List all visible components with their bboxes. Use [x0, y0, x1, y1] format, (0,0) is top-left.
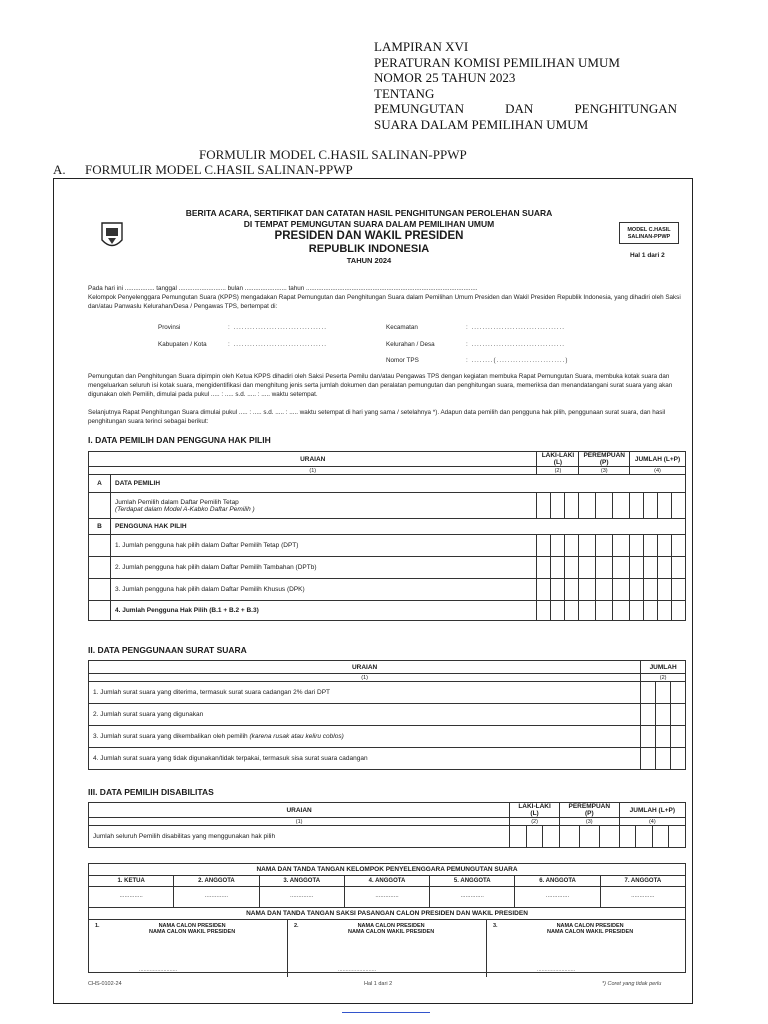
candidate-caption: NAMA CALON WAKIL PRESIDEN: [547, 929, 634, 935]
ballot-usage-table: [88, 660, 686, 770]
col-number: (3): [579, 467, 630, 475]
row-label: 3. Jumlah surat suara yang dikembalikan oleh pemilih: [93, 733, 248, 740]
input-cell[interactable]: [630, 579, 644, 601]
input-cell[interactable]: [619, 826, 636, 848]
input-cell[interactable]: [537, 601, 551, 621]
input-cell[interactable]: [658, 535, 672, 557]
header-line: NOMOR 25 TAHUN 2023: [374, 70, 516, 85]
input-cell[interactable]: [565, 535, 579, 557]
input-cell[interactable]: [543, 826, 560, 848]
document-title: [154, 208, 584, 266]
candidate-caption: NAMA CALON PRESIDEN: [556, 923, 624, 929]
signature-line[interactable]: .........................: [537, 967, 576, 973]
input-cell[interactable]: [672, 493, 686, 519]
row-label: 2. Jumlah surat suara yang digunakan: [89, 704, 641, 726]
row-label: 3. Jumlah pengguna hak pilih dalam Daftar Pemilih Khusus (DPK): [111, 579, 537, 601]
form-title: FORMULIR MODEL C.HASIL SALINAN-PPWP: [199, 147, 467, 162]
appendix-header: [374, 39, 677, 132]
title-line: PRESIDEN DAN WAKIL PRESIDEN: [274, 230, 464, 242]
input-cell[interactable]: [579, 535, 596, 557]
col-number: (3): [559, 818, 619, 826]
input-cell[interactable]: [537, 557, 551, 579]
candidate-2: [288, 920, 487, 977]
input-cell[interactable]: [559, 826, 579, 848]
model-line: SALINAN-PPWP: [627, 234, 671, 240]
intro-line: Pada hari ini ................. tanggal ........................... bulan ........................ tahun ..................................................................................................: [88, 285, 478, 292]
row-title: DATA PEMILIH: [111, 475, 686, 493]
provinsi-label: Provinsi: [158, 324, 181, 331]
row-title: PENGGUNA HAK PILIH: [111, 519, 686, 535]
col-perempuan: PEREMPUAN (P): [579, 452, 630, 467]
col-uraian: URAIAN: [89, 452, 537, 467]
title-line: REPUBLIK INDONESIA: [308, 243, 430, 255]
input-cell[interactable]: [630, 535, 644, 557]
signature-line[interactable]: .........................: [338, 967, 377, 973]
model-badge: [619, 222, 679, 244]
candidate-number: 1.: [95, 923, 100, 929]
input-cell[interactable]: [596, 601, 613, 621]
input-cell[interactable]: [630, 601, 644, 621]
input-cell[interactable]: [630, 493, 644, 519]
input-cell[interactable]: [671, 726, 686, 748]
kelurahan-field[interactable]: : ..................................: [466, 341, 565, 348]
header-line: TENTANG: [374, 85, 435, 101]
col-number: (1): [89, 467, 537, 475]
candidate-caption: NAMA CALON WAKIL PRESIDEN: [149, 929, 236, 935]
input-cell[interactable]: [565, 579, 579, 601]
role-label: 5. ANGGOTA: [430, 876, 515, 886]
input-cell[interactable]: [551, 557, 565, 579]
kabupaten-label: Kabupaten / Kota: [158, 341, 207, 348]
input-cell[interactable]: [656, 748, 671, 770]
input-cell[interactable]: [652, 826, 669, 848]
input-cell[interactable]: [672, 579, 686, 601]
col-uraian: URAIAN: [89, 661, 641, 674]
kecamatan-field[interactable]: : ..................................: [466, 324, 565, 331]
input-cell[interactable]: [644, 557, 658, 579]
section-2-title: II. DATA PENGGUNAAN SURAT SUARA: [88, 645, 247, 655]
input-cell[interactable]: [579, 579, 596, 601]
input-cell[interactable]: [579, 557, 596, 579]
candidate-caption: NAMA CALON PRESIDEN: [158, 923, 226, 929]
input-cell[interactable]: [613, 579, 630, 601]
tps-label: Nomor TPS: [386, 357, 419, 364]
candidate-number: 3.: [493, 923, 498, 929]
col-jumlah: JUMLAH (L+P): [619, 803, 685, 818]
row-label: 2. Jumlah pengguna hak pilih dalam Daftar Pemilih Tambahan (DPTb): [111, 557, 537, 579]
candidate-witness-area: [89, 920, 685, 977]
disability-table: [88, 802, 686, 848]
signature-line[interactable]: ..............: [174, 887, 259, 907]
section-title: FORMULIR MODEL C.HASIL SALINAN-PPWP: [85, 162, 353, 177]
input-cell[interactable]: [671, 748, 686, 770]
saksi-signature-title: NAMA DAN TANDA TANGAN SAKSI PASANGAN CALON PRESIDEN DAN WAKIL PRESIDEN: [89, 907, 685, 920]
role-label: 6. ANGGOTA: [515, 876, 600, 886]
input-cell[interactable]: [669, 826, 686, 848]
col-uraian: URAIAN: [89, 803, 510, 818]
section-3-title: III. DATA PEMILIH DISABILITAS: [88, 787, 214, 797]
role-label: 4. ANGGOTA: [345, 876, 430, 886]
signature-line[interactable]: ..............: [260, 887, 345, 907]
input-cell[interactable]: [537, 579, 551, 601]
role-label: 7. ANGGOTA: [624, 878, 662, 884]
row-label: Jumlah seluruh Pemilih disabilitas yang menggunakan hak pilih: [89, 826, 510, 848]
input-cell[interactable]: [510, 826, 527, 848]
page-indicator: Hal 1 dari 2: [630, 252, 665, 259]
input-cell[interactable]: [551, 493, 565, 519]
input-cell[interactable]: [551, 579, 565, 601]
input-cell[interactable]: [672, 601, 686, 621]
col-laki: LAKI-LAKI (L): [537, 452, 579, 467]
input-cell[interactable]: [596, 579, 613, 601]
input-cell[interactable]: [636, 826, 653, 848]
procedure-paragraph: Pemungutan dan Penghitungan Suara dipimpin oleh Ketua KPPS dihadiri oleh Saksi Peserta Pemilu dan/atau Pengawas TPS dengan kegiatan membuka Rapat Pemungutan Suara, membuka kotak suara dan mengeluarkan seluruh isi kotak suara, mengidentifikasi dan menghitung jenis serta jumlah dokumen dan peralatan pemungutan dan penghitungan suara, memeriksa dan menandatangani surat suara yang akan digunakan oleh Pemilih, dimulai pada pukul ..... : ..... s.d. ..... : ..... waktu setempat.: [88, 373, 673, 398]
voter-data-table: [88, 451, 686, 621]
row-note: (karena rusak atau keliru coblos): [249, 733, 344, 740]
row-letter: B: [89, 519, 111, 535]
input-cell[interactable]: [613, 535, 630, 557]
input-cell[interactable]: [613, 557, 630, 579]
input-cell[interactable]: [656, 682, 671, 704]
kelurahan-label: Kelurahan / Desa: [386, 341, 435, 348]
role-label: 1. KETUA: [89, 876, 174, 886]
input-cell[interactable]: [565, 493, 579, 519]
footer-note: *) Coret yang tidak perlu: [602, 981, 662, 987]
input-cell[interactable]: [526, 826, 543, 848]
continuation-paragraph: Selanjutnya Rapat Penghitungan Suara dimulai pukul ..... : ..... s.d. ..... : ..... waktu setempat di hari yang sama / setelahnya *). Adapun data pemilih dan pengguna hak pilih, penggunaan surat suara, dan hasil penghitungan suara terinci sebagai berikut:: [88, 409, 666, 425]
header-line: PERATURAN KOMISI PEMILIHAN UMUM: [374, 54, 620, 70]
input-cell[interactable]: [579, 493, 596, 519]
input-cell[interactable]: [641, 726, 656, 748]
header-line: LAMPIRAN XVI: [374, 39, 469, 54]
col-number: (1): [89, 818, 510, 826]
row-label: 1. Jumlah surat suara yang diterima, termasuk surat suara cadangan 2% dari DPT: [89, 682, 641, 704]
input-cell[interactable]: [565, 601, 579, 621]
header-line: SUARA DALAM PEMILIHAN UMUM: [374, 116, 589, 132]
candidate-1: [89, 920, 288, 977]
input-cell[interactable]: [551, 601, 565, 621]
col-number: (2): [537, 467, 579, 475]
input-cell[interactable]: [656, 726, 671, 748]
input-cell[interactable]: [641, 682, 656, 704]
signature-block: [88, 863, 686, 973]
candidate-number: 2.: [294, 923, 299, 929]
kpps-signature-lines: [89, 887, 685, 907]
row-label: 1. Jumlah pengguna hak pilih dalam Daftar Pemilih Tetap (DPT): [111, 535, 537, 557]
input-cell[interactable]: [596, 535, 613, 557]
model-line: MODEL C.HASIL: [627, 227, 671, 233]
input-cell[interactable]: [658, 601, 672, 621]
kecamatan-label: Kecamatan: [386, 324, 418, 331]
input-cell[interactable]: [671, 682, 686, 704]
provinsi-field[interactable]: : ..................................: [228, 324, 327, 331]
footer-page: Hal 1 dari 2: [364, 981, 393, 987]
candidate-3: [487, 920, 685, 977]
input-cell[interactable]: [565, 557, 579, 579]
section-a-heading: [53, 162, 353, 178]
title-line: DI TEMPAT PEMUNGUTAN SUARA DALAM PEMILIHAN UMUM: [243, 219, 495, 229]
col-number: (4): [619, 818, 685, 826]
role-label: 2. ANGGOTA: [174, 876, 259, 886]
col-number: (2): [641, 674, 686, 682]
input-cell[interactable]: [644, 601, 658, 621]
row-note: (Terdapat dalam Model A-Kabko Daftar Pemilih ): [115, 505, 255, 513]
input-cell[interactable]: [599, 826, 619, 848]
input-cell[interactable]: [596, 493, 613, 519]
input-cell[interactable]: [630, 557, 644, 579]
col-number: (4): [630, 467, 686, 475]
input-cell[interactable]: [672, 535, 686, 557]
page-link-underline[interactable]: [342, 1012, 430, 1013]
signature-line[interactable]: ..............: [631, 893, 655, 899]
candidate-caption: NAMA CALON PRESIDEN: [357, 923, 425, 929]
signature-line[interactable]: ..............: [345, 887, 430, 907]
input-cell[interactable]: [537, 493, 551, 519]
input-cell[interactable]: [658, 579, 672, 601]
col-jumlah: JUMLAH: [641, 661, 686, 674]
signature-line[interactable]: ..............: [89, 887, 174, 907]
input-cell[interactable]: [579, 826, 599, 848]
kpps-roles: [89, 875, 685, 887]
input-cell[interactable]: [644, 535, 658, 557]
input-cell[interactable]: [641, 748, 656, 770]
signature-line[interactable]: ..............: [430, 887, 515, 907]
input-cell[interactable]: [671, 704, 686, 726]
header-line: PEMUNGUTAN DAN PENGHITUNGAN: [374, 101, 677, 116]
col-laki: LAKI-LAKI (L): [510, 803, 560, 818]
input-cell[interactable]: [613, 493, 630, 519]
section-letter: A.: [53, 162, 66, 177]
input-cell[interactable]: [641, 704, 656, 726]
kpps-signature-title: NAMA DAN TANDA TANGAN KELOMPOK PENYELENGGARA PEMUNGUTAN SUARA: [256, 866, 518, 873]
kpu-logo-icon: [99, 220, 125, 252]
input-cell[interactable]: [537, 535, 551, 557]
col-jumlah: JUMLAH (L+P): [630, 452, 686, 467]
input-cell[interactable]: [579, 601, 596, 621]
row-label: Jumlah Pemilih dalam Daftar Pemilih Tetap: [115, 498, 239, 506]
input-cell[interactable]: [613, 601, 630, 621]
row-letter: A: [89, 475, 111, 493]
signature-line[interactable]: ..............: [515, 887, 600, 907]
candidate-caption: NAMA CALON WAKIL PRESIDEN: [348, 929, 435, 935]
col-number: (1): [89, 674, 641, 682]
section-1-title: I. DATA PEMILIH DAN PENGGUNA HAK PILIH: [88, 435, 271, 445]
row-label: 4. Jumlah Pengguna Hak Pilih (B.1 + B.2 + B.3): [111, 601, 537, 621]
input-cell[interactable]: [656, 704, 671, 726]
form-code: CHS-0102-24: [88, 981, 122, 987]
title-line: TAHUN 2024: [346, 256, 392, 265]
title-line: BERITA ACARA, SERTIFIKAT DAN CATATAN HASIL PENGHITUNGAN PEROLEHAN SUARA: [185, 208, 553, 218]
intro-paragraph: Kelompok Penyelenggara Pemungutan Suara (KPPS) mengadakan Rapat Pemungutan dan Penghitungan Suara dalam Pemilihan Umum Presiden dan Wakil Presiden Republik Indonesia, yang dihadiri oleh Saksi dan/atau Panwaslu Kelurahan/Desa / Pengawas TPS, bertempat di:: [88, 294, 681, 310]
col-number: (2): [510, 818, 560, 826]
input-cell[interactable]: [658, 557, 672, 579]
input-cell[interactable]: [551, 535, 565, 557]
input-cell[interactable]: [596, 557, 613, 579]
form-document: [53, 178, 693, 1004]
row-label: 4. Jumlah surat suara yang tidak digunakan/tidak terpakai, termasuk sisa surat suara cadangan: [89, 748, 641, 770]
kabupaten-field[interactable]: : ..................................: [228, 341, 327, 348]
tps-field[interactable]: : ........(.........................): [466, 357, 569, 364]
input-cell[interactable]: [644, 579, 658, 601]
role-label: 3. ANGGOTA: [260, 876, 345, 886]
input-cell[interactable]: [644, 493, 658, 519]
input-cell[interactable]: [658, 493, 672, 519]
signature-line[interactable]: .........................: [139, 967, 178, 973]
col-perempuan: PEREMPUAN (P): [559, 803, 619, 818]
input-cell[interactable]: [672, 557, 686, 579]
